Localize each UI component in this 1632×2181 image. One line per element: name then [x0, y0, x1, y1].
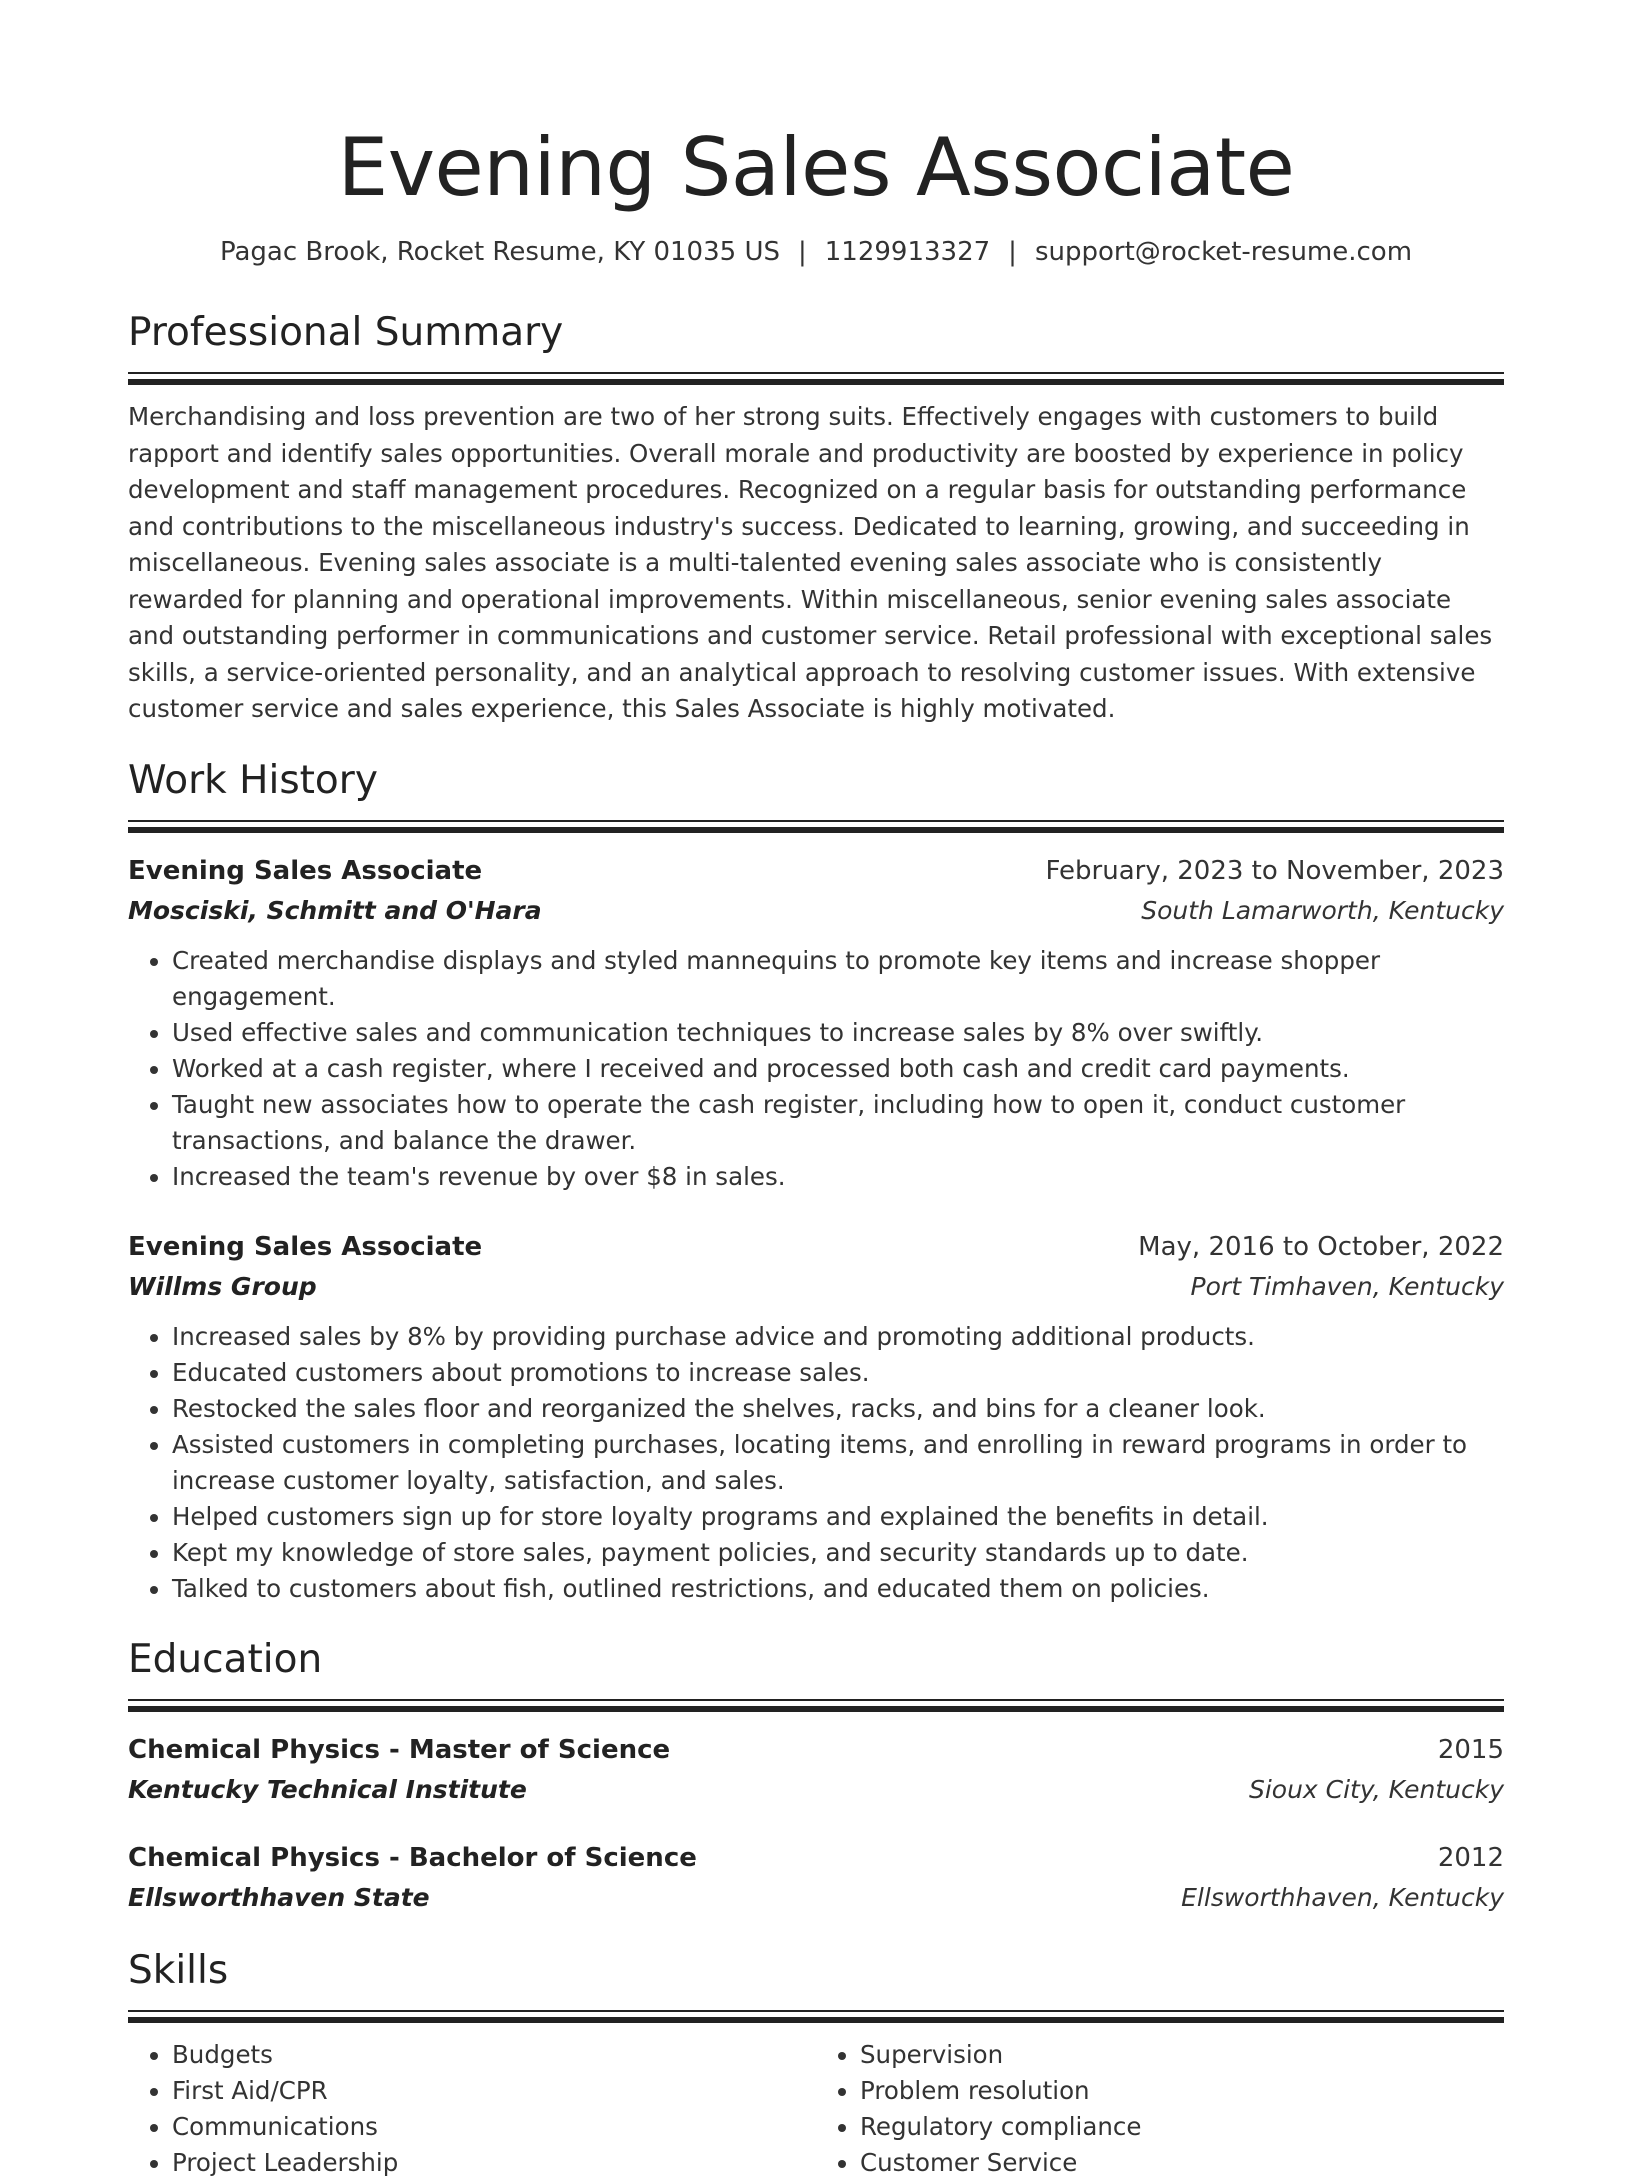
section-title-skills: Skills: [128, 1947, 229, 1993]
education-entry: [128, 1730, 1504, 1810]
skill-item: • Supervision: [860, 2037, 1504, 2073]
job-subheader: [128, 1267, 1504, 1307]
section-divider: [128, 820, 1504, 822]
section-divider-thick: [128, 2017, 1504, 2023]
skill-item: • Regulatory compliance: [860, 2109, 1504, 2145]
education-degree: Chemical Physics - Bachelor of Science: [128, 1842, 697, 1873]
contact-address: Pagac Brook, Rocket Resume, KY 01035 US: [219, 237, 780, 267]
education-location: Sioux City, Kentucky: [1248, 1774, 1504, 1804]
job-header: [128, 851, 1504, 891]
job-bullet: • Assisted customers in completing purchases, locating items, and enrolling in reward programs in order to increase customer loyalty, satisfaction, and sales.: [172, 1427, 1504, 1499]
section-divider: [128, 372, 1504, 374]
skill-item: • Budgets: [172, 2037, 816, 2073]
job-location: South Lamarworth, Kentucky: [1141, 895, 1504, 925]
job-subheader: [128, 891, 1504, 931]
job-bullet: • Talked to customers about fish, outlined restrictions, and educated them on policies.: [172, 1571, 1504, 1607]
resume-name: Evening Sales Associate: [337, 121, 1295, 214]
skills-column-left: [128, 2037, 816, 2181]
section-title-education: Education: [128, 1636, 323, 1682]
job-bullet: • Helped customers sign up for store loyalty programs and explained the benefits in detail.: [172, 1499, 1504, 1535]
skill-item: • Customer Service: [860, 2145, 1504, 2181]
job-bullet: • Kept my knowledge of store sales, payment policies, and security standards up to date.: [172, 1535, 1504, 1571]
job-entry: [128, 851, 1504, 1195]
job-entry: [128, 1227, 1504, 1607]
section-title-summary: Professional Summary: [128, 310, 564, 355]
job-bullets: [128, 943, 1504, 1195]
job-bullet: • Created merchandise displays and styled mannequins to promote key items and increase shopper engagement.: [172, 943, 1504, 1015]
job-bullet: • Taught new associates how to operate the cash register, including how to open it, conduct customer transactions, and balance the drawer.: [172, 1087, 1504, 1159]
contact-separator: |: [1008, 237, 1017, 267]
education-header: [128, 1730, 1504, 1770]
job-dates: February, 2023 to November, 2023: [1045, 855, 1504, 886]
skill-item: • Problem resolution: [860, 2073, 1504, 2109]
skill-item: • Project Leadership: [172, 2145, 816, 2181]
contact-separator: |: [797, 237, 807, 267]
job-bullet: • Used effective sales and communication techniques to increase sales by 8% over swiftly.: [172, 1015, 1504, 1051]
job-company: Willms Group: [128, 1271, 317, 1301]
section-divider-thick: [128, 827, 1504, 833]
job-bullets: [128, 1319, 1504, 1607]
education-subheader: [128, 1878, 1504, 1918]
job-bullet: • Restocked the sales floor and reorganized the shelves, racks, and bins for a cleaner look.: [172, 1391, 1504, 1427]
section-divider-thick: [128, 379, 1504, 385]
education-school: Kentucky Technical Institute: [128, 1774, 527, 1804]
education-subheader: [128, 1770, 1504, 1810]
education-school: Ellsworthhaven State: [128, 1882, 430, 1912]
section-divider: [128, 2010, 1504, 2012]
job-header: [128, 1227, 1504, 1267]
section-divider: [128, 1699, 1504, 1701]
job-bullet: • Increased the team's revenue by over $8 in sales.: [172, 1159, 1504, 1195]
job-title: Evening Sales Associate: [128, 1231, 483, 1262]
education-entry: [128, 1838, 1504, 1918]
job-dates: May, 2016 to October, 2022: [1138, 1231, 1504, 1262]
job-company: Mosciski, Schmitt and O'Hara: [128, 895, 542, 925]
contact-email: support@rocket-resume.com: [1034, 237, 1413, 267]
education-degree: Chemical Physics - Master of Science: [128, 1734, 671, 1765]
job-title: Evening Sales Associate: [128, 855, 483, 886]
skills-list: [128, 2037, 1504, 2181]
education-location: Ellsworthhaven, Kentucky: [1181, 1882, 1504, 1912]
section-divider-thick: [128, 1706, 1504, 1712]
contact-line: [128, 234, 1504, 270]
skill-item: • Communications: [172, 2109, 816, 2145]
education-year: 2015: [1437, 1734, 1504, 1765]
section-title-work: Work History: [128, 757, 378, 803]
job-bullet: • Worked at a cash register, where I received and processed both cash and credit card payments.: [172, 1051, 1504, 1087]
job-bullet: • Increased sales by 8% by providing purchase advice and promoting additional products.: [172, 1319, 1504, 1355]
job-bullet: • Educated customers about promotions to increase sales.: [172, 1355, 1504, 1391]
education-year: 2012: [1437, 1842, 1504, 1873]
summary-text: Merchandising and loss prevention are two of her strong suits. Effectively engages with customers to build rapport and identify sales opportunities. Overall morale and productivity are boosted by experience in policy development and staff management procedures. Recognized on a regular basis for outstanding performance and contributions to the miscellaneous industry's success. Dedicated to learning, growing, and succeeding in miscellaneous. Evening sales associate is a multi-talented evening sales associate who is consistently rewarded for planning and operational improvements. Within miscellaneous, senior evening sales associate and outstanding performer in communications and customer service. Retail professional with exceptional sales skills, a service-oriented personality, and an analytical approach to resolving customer issues. With extensive customer service and sales experience, this Sales Associate is highly motivated.: [128, 402, 1493, 723]
education-header: [128, 1838, 1504, 1878]
skill-item: • First Aid/CPR: [172, 2073, 816, 2109]
job-location: Port Timhaven, Kentucky: [1190, 1271, 1504, 1301]
skills-column-right: [816, 2037, 1504, 2181]
contact-phone: 1129913327: [824, 237, 991, 267]
